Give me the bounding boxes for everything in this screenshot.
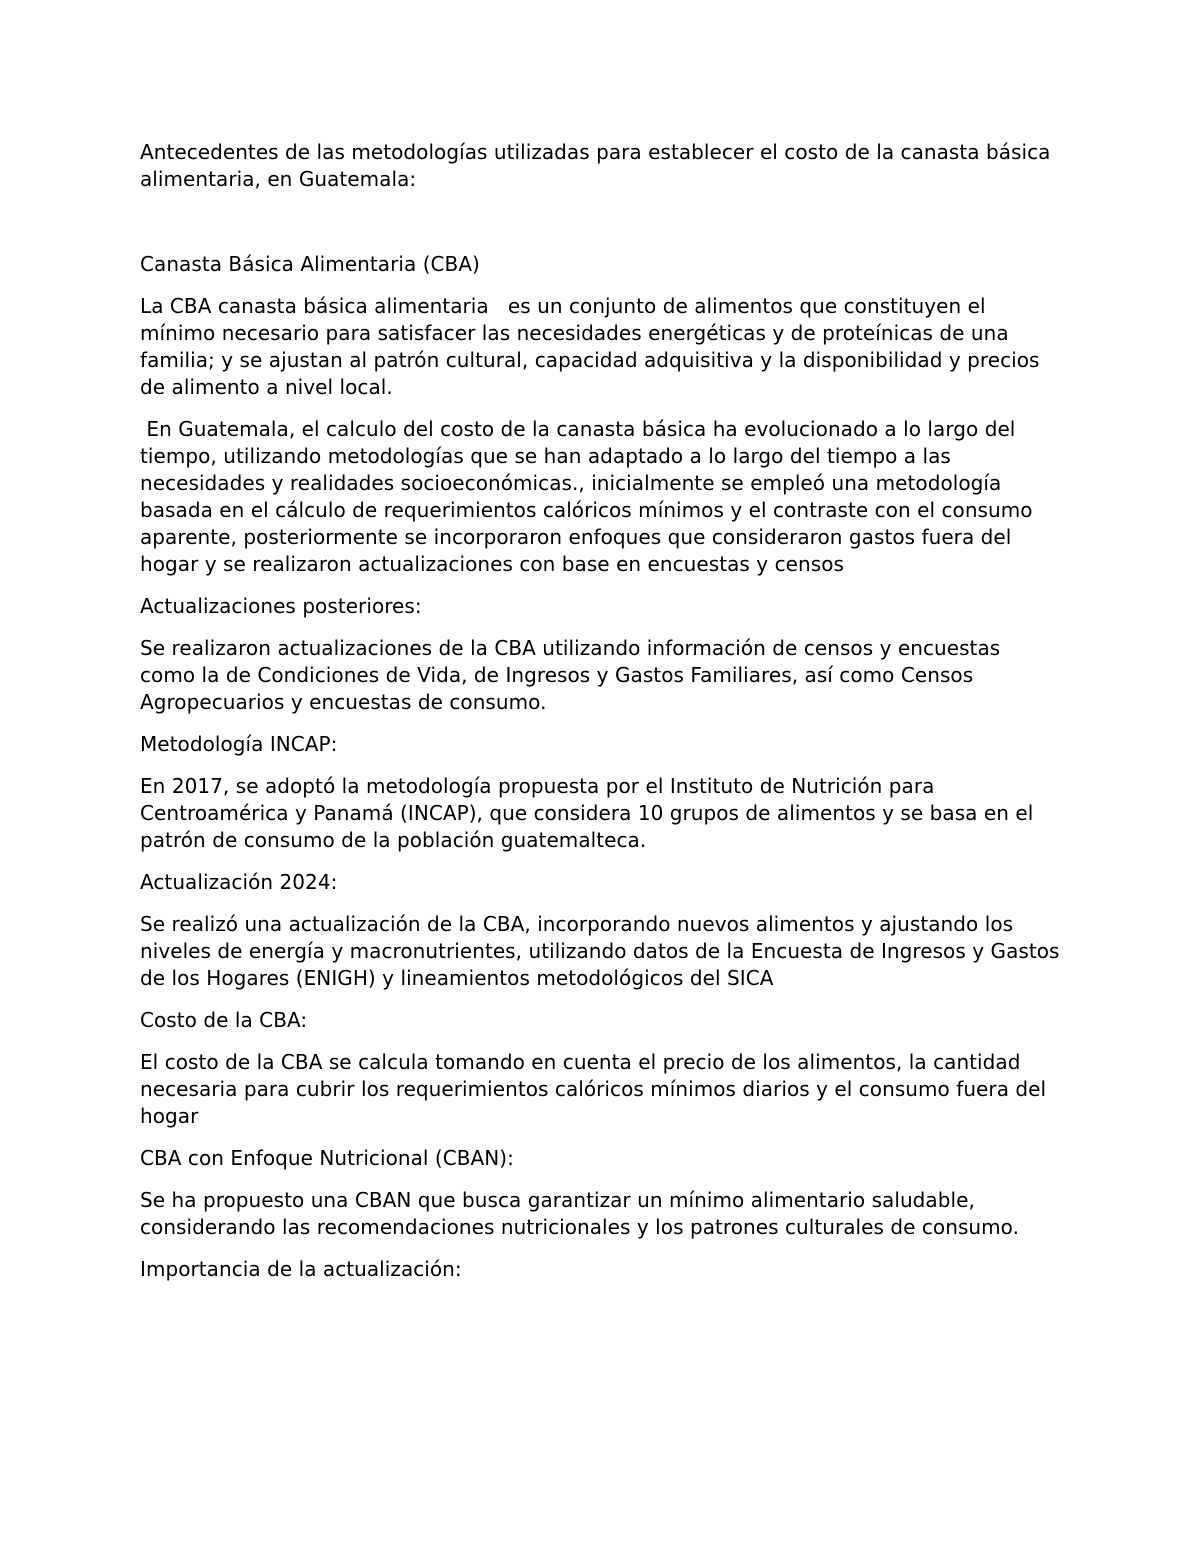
document-title: Antecedentes de las metodologías utilizadas para establecer el costo de la canasta básica alimentaria, en Guatemala: [140, 140, 1057, 191]
section-heading-cba: Canasta Básica Alimentaria (CBA) [140, 252, 480, 276]
section-heading-cost: Costo de la CBA: [140, 1008, 308, 1032]
section-heading-cban: CBA con Enfoque Nutricional (CBAN): [140, 1146, 514, 1170]
section-heading-incap: Metodología INCAP: [140, 732, 338, 756]
section-heading-importance: Importancia de la actualización: [140, 1257, 462, 1281]
paragraph-update-2024: Se realizó una actualización de la CBA, incorporando nuevos alimentos y ajustando los niveles de energía y macronutrientes, utilizando datos de la Encuesta de Ingresos y Gastos de los Hogares (ENIGH) y lineamientos metodológicos del SICA [140, 912, 1066, 990]
paragraph-incap: En 2017, se adoptó la metodología propuesta por el Instituto de Nutrición para Centroamérica y Panamá (INCAP), que considera 10 grupos de alimentos y se basa en el patrón de consumo de la población guatemalteca. [140, 774, 1040, 852]
paragraph-cban: Se ha propuesto una CBAN que busca garantizar un mínimo alimentario saludable, considerando las recomendaciones nutricionales y los patrones culturales de consumo. [140, 1188, 1020, 1239]
document-body [140, 139, 1066, 1283]
section-heading-updates: Actualizaciones posteriores: [140, 594, 422, 618]
paragraph-cba-definition: La CBA canasta básica alimentaria es un conjunto de alimentos que constituyen el mínimo necesario para satisfacer las necesidades energéticas y de proteínicas de una familia; y se ajustan al patrón cultural, capacidad adquisitiva y la disponibilidad y precios de alimento a nivel local. [140, 294, 1046, 399]
paragraph-cost: El costo de la CBA se calcula tomando en cuenta el precio de los alimentos, la cantidad necesaria para cubrir los requerimientos calóricos mínimos diarios y el consumo fuera del hogar [140, 1050, 1053, 1128]
paragraph-guatemala-history: En Guatemala, el calculo del costo de la canasta básica ha evolucionado a lo largo del tiempo, utilizando metodologías que se han adaptado a lo largo del tiempo a las necesidades y realidades socioeconómicas., inicialmente se empleó una metodología basada en el cálculo de requerimientos calóricos mínimos y el contraste con el consumo aparente, posteriormente se incorporaron enfoques que consideraron gastos fuera del hogar y se realizaron actualizaciones con base en encuestas y censos [140, 417, 1039, 576]
section-heading-update-2024: Actualización 2024: [140, 870, 338, 894]
paragraph-updates: Se realizaron actualizaciones de la CBA utilizando información de censos y encuestas como la de Condiciones de Vida, de Ingresos y Gastos Familiares, así como Censos Agropecuarios y encuestas de consumo. [140, 636, 1007, 714]
